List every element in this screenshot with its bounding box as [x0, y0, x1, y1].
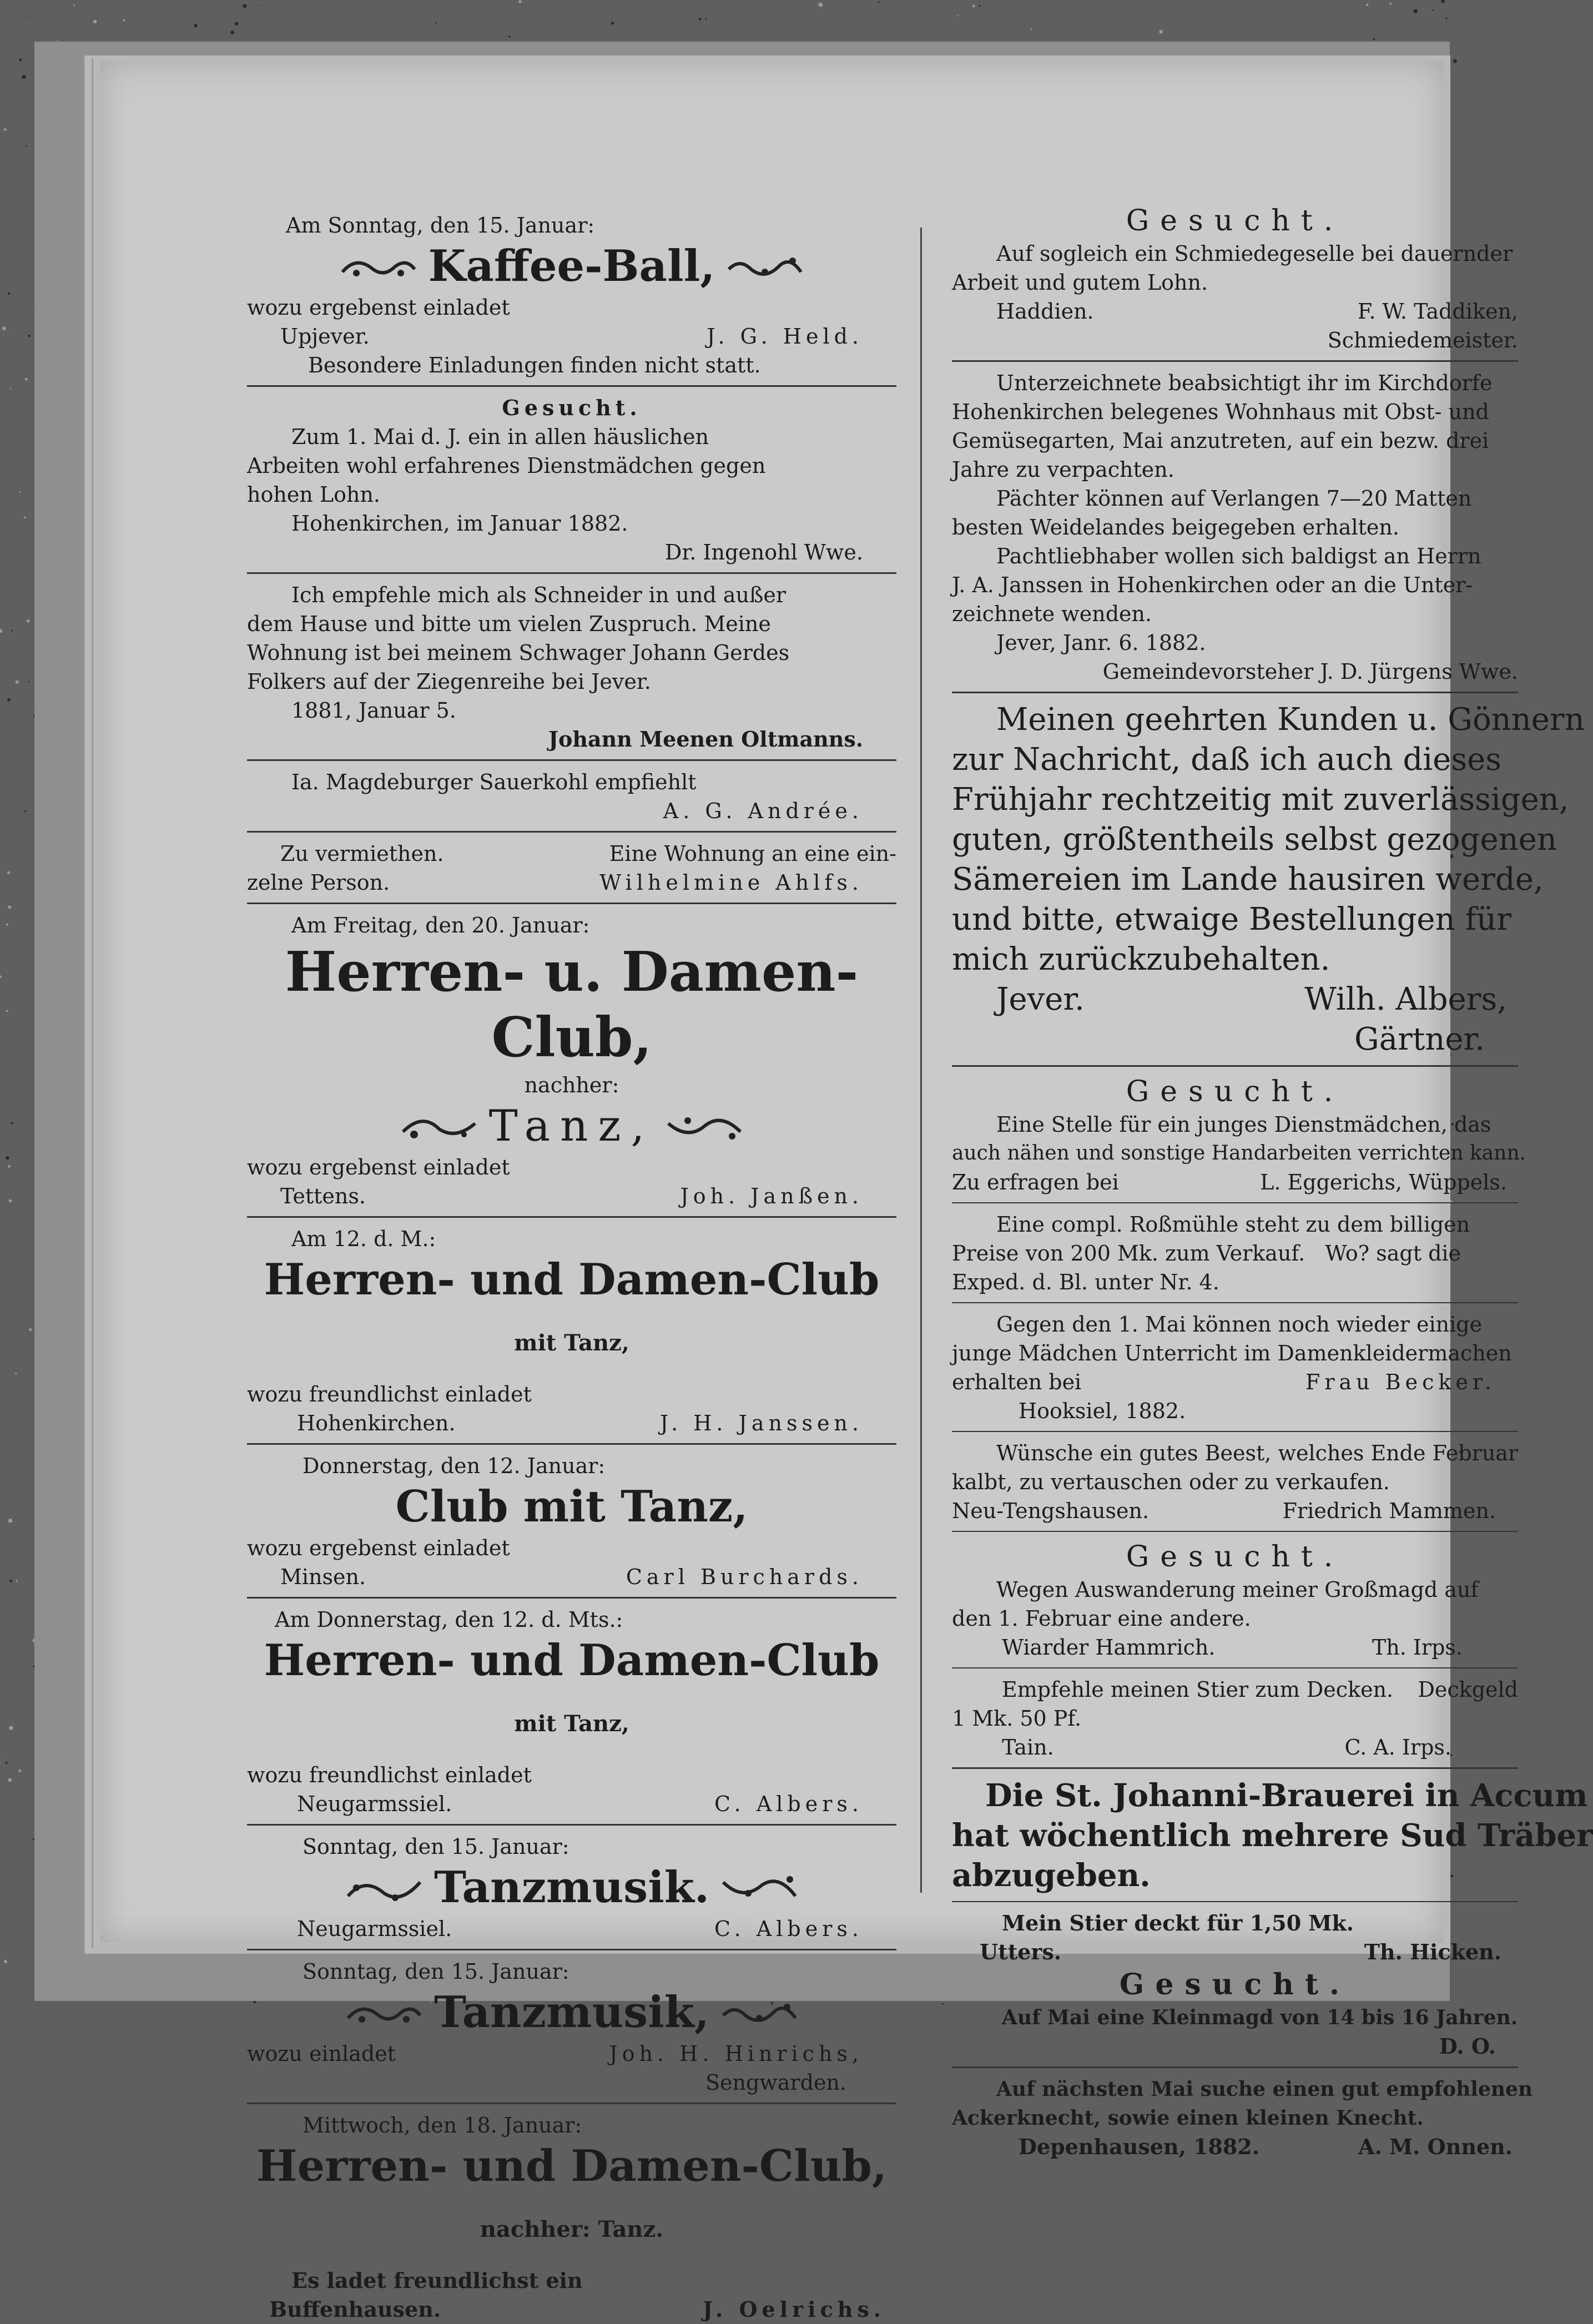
ad-gesucht-schmied — [952, 203, 1518, 355]
ad-line: junge Mädchen Unterricht im Damenkleidermachen — [952, 1341, 1512, 1365]
ad-club-neugarmssiel — [247, 1605, 896, 1818]
left-column — [247, 211, 896, 2324]
ad-signature-row — [247, 1562, 896, 1591]
ad-line: zeichnete wenden. — [952, 602, 1152, 626]
ad-signature-row — [952, 2133, 1518, 2161]
ad-sign: Gemeindevorsteher J. D. Jürgens Wwe. — [1102, 659, 1518, 684]
ad-line: Die St. Johanni-Brauerei in Accum — [985, 1777, 1588, 1814]
ad-date: Am Freitag, den 20. Januar: — [291, 913, 590, 937]
divider — [952, 2066, 1518, 2068]
ad-text: Empfehle meinen Stier zum Decken. — [1002, 1677, 1394, 1702]
ad-line: Hohenkirchen belegenes Wohnhaus mit Obst- und — [952, 400, 1489, 424]
ornament-icon — [345, 1871, 423, 1904]
ad-line: Wohnung ist bei meinem Schwager Johann Gerdes — [247, 641, 790, 665]
ad-name: Joh. H. Hinrichs, — [609, 2041, 863, 2066]
ad-invite: wozu ergebenst einladet — [247, 295, 510, 320]
ad-signature-row — [952, 1633, 1518, 1662]
ad-stier-hicken — [952, 1909, 1518, 1967]
ad-invite: wozu freundlichst einladet — [247, 1763, 532, 1787]
ad-line: den 1. Februar eine andere. — [952, 1606, 1251, 1631]
ad-name: Carl Burchards. — [626, 1565, 863, 1589]
ad-signature-row — [247, 1789, 896, 1818]
ad-place: Utters. — [980, 1939, 1062, 1964]
ad-line: Mein Stier deckt für 1,50 Mk. — [1002, 1910, 1354, 1935]
ad-name: Frau Becker. — [1305, 1370, 1496, 1394]
ad-sign: Dr. Ingenohl Wwe. — [664, 540, 863, 564]
ornament-icon — [345, 1996, 423, 2029]
ad-line: hohen Lohn. — [247, 482, 381, 507]
ad-signature-row — [247, 2039, 896, 2068]
ad-line: Auf Mai eine Kleinmagd von 14 bis 16 Jahren. — [1002, 2006, 1518, 2029]
ad-title: Kaffee-Ball, — [428, 241, 715, 291]
ad-signature-row — [952, 1168, 1518, 1197]
divider — [952, 1065, 1518, 1067]
ad-date: Am Donnerstag, den 12. d. Mts.: — [275, 1607, 623, 1632]
divider — [247, 1216, 896, 1218]
ad-text: Deckgeld — [1418, 1677, 1518, 1702]
ad-line: J. A. Janssen in Hohenkirchen oder an die Unter- — [952, 573, 1473, 597]
ad-title: Club mit Tanz, — [395, 1481, 748, 1532]
ad-line: dem Hause und bitte um vielen Zuspruch. Meine — [247, 612, 771, 636]
ad-line: Wegen Auswanderung meiner Großmagd auf — [996, 1577, 1479, 1602]
ad-line: Pächter können auf Verlangen 7—20 Matten — [996, 486, 1472, 511]
ad-place: Buffenhausen. — [269, 2297, 441, 2322]
ad-line: Ackerknecht, sowie einen kleinen Knecht. — [952, 2106, 1424, 2130]
divider — [247, 572, 896, 574]
divider — [247, 1597, 896, 1599]
ad-row — [952, 1368, 1518, 1397]
ad-name: F. W. Taddiken, — [1357, 299, 1518, 324]
ad-date: Sonntag, den 15. Januar: — [303, 1959, 569, 1984]
ad-line: Eine Stelle für ein junges Dienstmädchen, das — [996, 1112, 1491, 1137]
ad-line: Pachtliebhaber wollen sich baldigst an Herrn — [996, 544, 1481, 568]
ad-line: auch nähen und sonstige Handarbeiten verrichten kann. — [952, 1142, 1526, 1164]
ornament-icon — [720, 1996, 798, 2029]
ad-role: Schmiedemeister. — [1327, 328, 1518, 352]
divider — [952, 1431, 1518, 1432]
divider — [952, 1531, 1518, 1532]
ad-name: J. Oelrichs. — [702, 2297, 885, 2322]
ad-gesucht-grossmagd — [952, 1539, 1518, 1662]
ad-name: Wilh. Albers, — [1304, 981, 1507, 1017]
ad-text: Eine Wohnung an eine ein- — [609, 841, 896, 866]
ad-line: Meinen geehrten Kunden u. Gönnern — [996, 702, 1585, 738]
ad-sub: nachher: — [524, 1073, 619, 1097]
ad-line: Folkers auf der Ziegenreihe bei Jever. — [247, 669, 651, 694]
ad-place: Sengwarden. — [705, 2070, 846, 2095]
ad-line: abzugeben. — [952, 1857, 1151, 1894]
ad-place: Upjever. — [280, 324, 370, 349]
ad-title: Herren- u. Damen-Club, — [285, 940, 859, 1070]
divider — [952, 1202, 1518, 1203]
ad-tanzmusik-neugarmssiel — [247, 1832, 896, 1943]
ad-note: Besondere Einladungen finden nicht statt. — [308, 353, 761, 377]
ad-name: A. M. Onnen. — [1358, 2134, 1513, 2159]
ad-stier-irps — [952, 1675, 1518, 1762]
ad-row — [247, 868, 896, 897]
divider — [247, 1949, 896, 1950]
ad-line: und bitte, etwaige Bestellungen für — [952, 901, 1511, 937]
divider — [952, 1901, 1518, 1902]
ad-line: guten, größtentheils selbst gezogenen — [952, 821, 1557, 858]
ad-name: L. Eggerichs, Wüppels. — [1260, 1170, 1507, 1194]
ad-name: Th. Irps. — [1372, 1635, 1463, 1660]
ad-line: kalbt, zu vertauschen oder zu verkaufen. — [952, 1470, 1390, 1494]
ad-line: zur Nachricht, daß ich auch dieses — [952, 742, 1501, 778]
divider — [952, 1767, 1518, 1769]
divider — [247, 1824, 896, 1826]
ad-place: Neu-Tengshausen. — [952, 1499, 1150, 1523]
ad-line: mich zurückzubehalten. — [952, 941, 1330, 977]
ad-name: Friedrich Mammen. — [1282, 1499, 1496, 1523]
ad-name: C. Albers. — [714, 1792, 863, 1816]
ad-invite: wozu freundlichst einladet — [247, 1382, 532, 1407]
ad-line: Eine compl. Roßmühle steht zu dem billigen — [996, 1212, 1470, 1237]
ad-wohnhaus-verpachten — [952, 369, 1518, 686]
ad-rossmuehle — [952, 1210, 1518, 1297]
ad-sign: A. G. Andrée. — [663, 799, 863, 823]
ad-club-hohenkirchen — [247, 1224, 896, 1438]
ad-signature-row — [952, 1733, 1518, 1762]
ad-name: Th. Hicken. — [1364, 1939, 1501, 1964]
ad-line: Exped. d. Bl. unter Nr. 4. — [952, 1270, 1219, 1294]
divider — [952, 1667, 1518, 1668]
ad-gesucht-kleinmagd — [952, 1967, 1518, 2061]
ad-sign: D. O. — [1439, 2034, 1496, 2059]
ad-name: J. G. Held. — [707, 324, 863, 349]
ad-place: Haddien. — [996, 299, 1094, 324]
ad-line: Preise von 200 Mk. zum Verkauf. Wo? sagt die — [952, 1241, 1461, 1266]
ad-sub: mit Tanz, — [514, 1330, 629, 1356]
ad-line: Ia. Magdeburger Sauerkohl empfiehlt — [291, 770, 697, 794]
divider — [952, 360, 1518, 362]
ad-invite: wozu ergebenst einladet — [247, 1536, 510, 1560]
ad-place: Jever. — [996, 981, 1085, 1017]
title-row — [247, 1986, 896, 2039]
ad-signature-row — [247, 2295, 896, 2324]
column-divider — [920, 228, 922, 1893]
divider — [247, 831, 896, 833]
ad-sub: nachher: Tanz. — [480, 2216, 664, 2242]
ad-head: Gesucht. — [1126, 1540, 1344, 1574]
ad-tanzmusik-sengwarden — [247, 1957, 896, 2097]
ad-date: Am 12. d. M.: — [291, 1227, 436, 1251]
ad-title: Tanz, — [488, 1101, 655, 1151]
ornament-icon — [726, 250, 804, 283]
ad-line: Sämereien im Lande hausiren werde, — [952, 861, 1544, 898]
ad-date: Sonntag, den 15. Januar: — [303, 1834, 569, 1859]
ad-johanni-brauerei — [952, 1776, 1593, 1896]
ad-kaffee-ball — [247, 211, 896, 380]
ad-line: Zum 1. Mai d. J. ein in allen häuslichen — [291, 425, 709, 449]
ad-head: Gesucht. — [1119, 1968, 1351, 2002]
divider — [247, 1443, 896, 1445]
ad-line: Arbeiten wohl erfahrenes Dienstmädchen gegen — [247, 453, 766, 478]
ad-schneider — [247, 581, 896, 754]
ad-line: Jever, Janr. 6. 1882. — [996, 631, 1206, 655]
ad-invite: wozu ergebenst einladet — [247, 1155, 510, 1179]
ad-title: Herren- und Damen-Club, — [256, 2141, 888, 2191]
ad-line: hat wöchentlich mehrere Sud Träber — [952, 1817, 1593, 1854]
ad-sign: Johann Meenen Oltmanns. — [548, 727, 863, 752]
ad-text: erhalten bei — [952, 1370, 1082, 1394]
divider — [952, 692, 1518, 693]
ad-line: Wünsche ein gutes Beest, welches Ende Februar — [996, 1441, 1519, 1465]
divider — [247, 903, 896, 904]
newspaper-page — [100, 61, 1593, 2322]
ad-place: Minsen. — [280, 1565, 366, 1589]
ad-invite: wozu einladet — [247, 2041, 396, 2066]
ad-name: Joh. Janßen. — [680, 1184, 863, 1208]
ad-line: Auf nächsten Mai suche einen gut empfohlenen — [996, 2078, 1533, 2101]
ad-line: Hohenkirchen, im Januar 1882. — [291, 511, 628, 536]
ad-text: zelne Person. — [247, 870, 390, 895]
ad-place: Tettens. — [280, 1184, 366, 1208]
ad-place: Hooksiel, 1882. — [1019, 1399, 1186, 1423]
ad-club-tettens — [247, 911, 896, 1211]
ad-date: Am Sonntag, den 15. Januar: — [286, 213, 595, 238]
divider — [952, 1302, 1518, 1303]
ad-signature-row — [952, 1938, 1518, 1967]
ad-invite: Es ladet freundlichst ein — [291, 2268, 583, 2293]
ad-gesucht-stelle — [952, 1073, 1526, 1197]
ad-line: 1 Mk. 50 Pf. — [952, 1706, 1082, 1731]
ad-gaertner-albers — [952, 700, 1585, 1060]
ad-head: Gesucht. — [1126, 1075, 1344, 1108]
ad-line: Gegen den 1. Mai können noch wieder einige — [996, 1312, 1483, 1337]
ad-line: Gemüsegarten, Mai anzutreten, auf ein bezw. drei — [952, 428, 1489, 453]
ad-signature-row — [952, 980, 1518, 1020]
ad-signature-row — [952, 1496, 1518, 1525]
ad-signature-row — [247, 1182, 896, 1211]
ad-signature-row — [247, 1409, 896, 1438]
ad-sauerkohl — [247, 768, 896, 825]
ad-place: Neugarmssiel. — [297, 1792, 452, 1816]
ad-title: Herren- und Damen-Club — [264, 1254, 880, 1305]
ad-title: Herren- und Damen-Club — [264, 1635, 880, 1686]
ad-name: C. Albers. — [714, 1917, 863, 1941]
ad-row — [952, 1675, 1518, 1704]
ad-place: Depenhausen, 1882. — [1019, 2134, 1260, 2159]
ad-text: Zu erfragen bei — [952, 1170, 1119, 1194]
ad-signature-row — [952, 297, 1518, 326]
ad-sub: mit Tanz, — [514, 1711, 629, 1737]
ad-role: Gärtner. — [1354, 1021, 1485, 1057]
ad-signature-row — [247, 1914, 896, 1943]
ad-place: Wiarder Hammrich. — [1002, 1635, 1216, 1660]
ad-place: Tain. — [1002, 1735, 1054, 1760]
ad-line: Unterzeichnete beabsichtigt ihr im Kirchdorfe — [996, 371, 1493, 395]
ad-row — [247, 839, 896, 868]
ad-wohnung — [247, 839, 896, 897]
ad-sign: Wilhelmine Ahlfs. — [599, 870, 863, 895]
ad-title: Tanzmusik, — [433, 1987, 710, 2038]
ad-text: Zu vermiethen. — [280, 841, 444, 866]
ornament-icon — [400, 1110, 478, 1143]
ad-gesucht-dienstmaedchen — [247, 394, 896, 567]
ad-head: Gesucht. — [1126, 204, 1344, 238]
ornament-icon — [720, 1871, 798, 1904]
ad-name: J. H. Janssen. — [659, 1411, 863, 1435]
ad-name: C. A. Irps. — [1344, 1735, 1451, 1760]
title-row — [247, 1861, 896, 1914]
ornament-icon — [340, 250, 417, 283]
ad-damenkleidermachen — [952, 1310, 1518, 1425]
ad-place: Neugarmssiel. — [297, 1917, 452, 1941]
ad-line: Auf sogleich ein Schmiedegeselle bei dauernder — [996, 241, 1513, 266]
divider — [247, 385, 896, 387]
ad-beest — [952, 1439, 1518, 1525]
ad-date: Donnerstag, den 12. Januar: — [303, 1454, 606, 1478]
ad-club-minsen — [247, 1451, 896, 1591]
ad-place: Hohenkirchen. — [297, 1411, 456, 1435]
ad-signature-row — [247, 322, 896, 351]
divider — [247, 2103, 896, 2104]
ad-club-buffenhausen — [247, 2111, 896, 2324]
ad-line: Ich empfehle mich als Schneider in und außer — [291, 583, 787, 607]
title-row — [247, 240, 896, 293]
ad-line: Frühjahr rechtzeitig mit zuverlässigen, — [952, 782, 1569, 818]
ad-line: Arbeit und gutem Lohn. — [952, 270, 1208, 295]
ad-line: besten Weidelandes beigegeben erhalten. — [952, 515, 1399, 540]
ad-title: Tanzmusik. — [433, 1862, 710, 1913]
ad-line: Jahre zu verpachten. — [952, 457, 1174, 482]
ad-date: Mittwoch, den 18. Januar: — [303, 2113, 582, 2138]
divider — [247, 759, 896, 761]
ad-line: 1881, Januar 5. — [291, 698, 456, 723]
right-column — [952, 203, 1593, 2161]
ornament-icon — [666, 1110, 743, 1143]
ad-ackerknecht — [952, 2075, 1533, 2161]
ad-head: Gesucht. — [502, 395, 642, 420]
title-row — [247, 1100, 896, 1153]
